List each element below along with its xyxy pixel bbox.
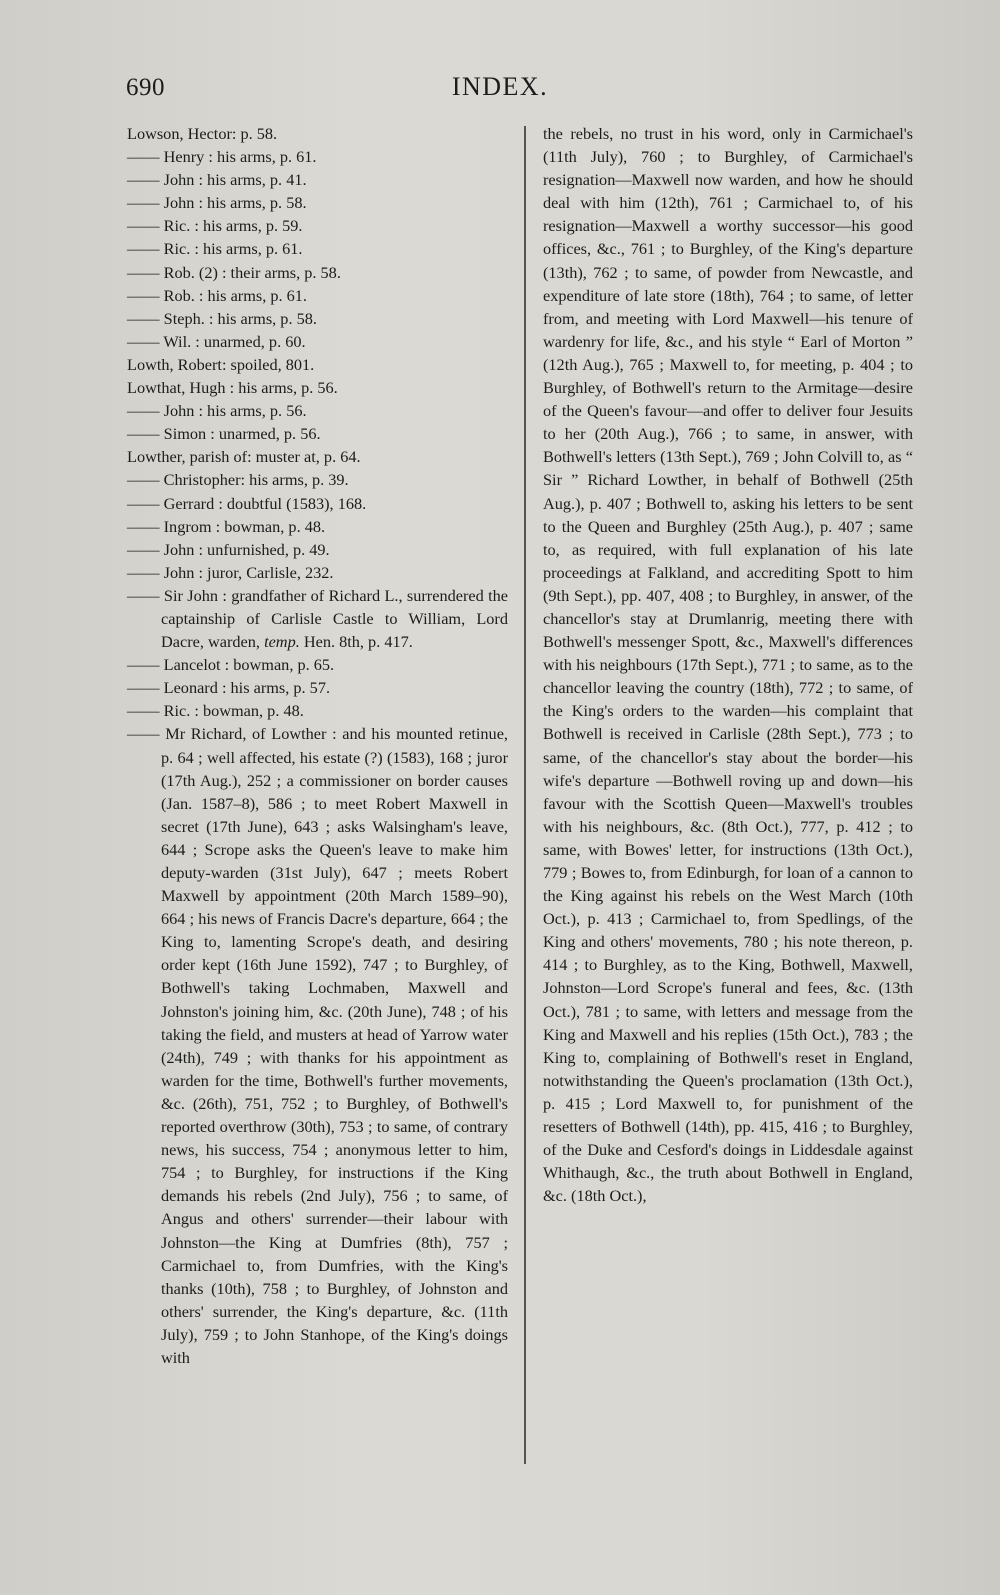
index-subentry: —— John : his arms, p. 58.: [127, 193, 307, 213]
index-entry: Lowth, Robert: spoiled, 801.: [127, 354, 315, 374]
index-subentry: —— Ric. : his arms, p. 59.: [127, 216, 303, 236]
page-number: 690: [126, 74, 165, 101]
index-subentry: —— Mr Richard, of Lowther : and his mounted retinue, p. 64 ; well affected, his estate (?) (1583), 168 ; juror (17th Aug.), 252 ; a commissioner on border causes (Jan. 1587–8), 586 ; to meet Robert Maxwell in secret (17th June), 643 ; asks Walsingham's leave, 644 ; Scrope asks the Queen's leave to make him deputy-warden (31st July), 647 ; meets Robert Maxwell by appointment (20th March 1589–90), 664 ; his news of Francis Dacre's departure, 664 ; the King to, lamenting Scrope's death, and desiring order kept (16th June 1592), 747 ; to Burghley, of Bothwell's taking Lochmaben, Maxwell and Johnston's joining him, &c. (20th June), 748 ; of his taking the field, and musters at head of Yarrow water (24th), 749 ; with thanks for his appointment as warden for the time, Bothwell's further movements, &c. (26th), 751, 752 ; to Burghley, of Bothwell's reported overthrow (30th), 753 ; to same, of contrary news, his success, 754 ; anonymous letter to him, 754 ; to Burghley, for instructions if the King demands his rebels (2nd July), 756 ; to same, of Angus and others' surrender—their labour with Johnston—the King at Dumfries (8th), 757 ; Carmichael to, from Dumfries, with the King's thanks (10th), 758 ; to Burghley, of Johnston and others' surrender, the King's departure, &c. (11th July), 759 ; to John Stanhope, of the King's doings with: [127, 724, 508, 1367]
index-subentry: —— Rob. (2) : their arms, p. 58.: [127, 262, 341, 282]
index-subentry: —— John : unfurnished, p. 49.: [127, 539, 330, 559]
index-subentry: —— Ric. : his arms, p. 61.: [127, 239, 303, 259]
index-subentry: —— Leonard : his arms, p. 57.: [127, 678, 331, 698]
column-divider: [524, 126, 526, 1464]
index-subentry: —— Steph. : his arms, p. 58.: [127, 308, 317, 328]
index-subentry: —— John : his arms, p. 41.: [127, 170, 307, 190]
index-entry: Lowther, parish of: muster at, p. 64.: [127, 447, 361, 467]
index-subentry: [127, 584, 508, 653]
running-head: INDEX.: [451, 72, 549, 101]
index-subentry: —— Ric. : bowman, p. 48.: [127, 701, 304, 721]
index-subentry: —— Lancelot : bowman, p. 65.: [127, 655, 335, 675]
index-column-left: [127, 122, 508, 1369]
index-subentry: —— Ingrom : bowman, p. 48.: [127, 516, 326, 536]
index-subentry: —— Christopher: his arms, p. 39.: [127, 470, 349, 490]
index-subentry: —— Henry : his arms, p. 61.: [127, 147, 317, 167]
index-subentry: —— Simon : unarmed, p. 56.: [127, 424, 321, 444]
index-subentry: —— John : juror, Carlisle, 232.: [127, 562, 334, 582]
index-subentry: —— Gerrard : doubtful (1583), 168.: [127, 493, 367, 513]
index-column-right: [543, 122, 913, 1207]
entry-tail: Hen. 8th, p. 417.: [299, 632, 413, 652]
index-entry-continuation: the rebels, no trust in his word, only in Carmichael's (11th July), 760 ; to Burghley, of Carmichael's resignation—Maxwell now warden, and how he should deal with him (12th), 761 ; Carmichael to, of his resignation—Maxwell a worthy successor—his good offices, &c., 761 ; to Burghley, of the King's departure (13th), 762 ; to same, of powder from Newcastle, and expenditure of late store (18th), 764 ; to same, of letter from, and meeting with Lord Maxwell—his tenure of wardenry for life, &c., and his style “ Earl of Morton ” (12th Aug.), 765 ; Maxwell to, for meeting, p. 404 ; to Burghley, of Bothwell's return to the Armitage—desire of the Queen's favour—and offer to deliver four Jesuits to her (20th Aug.), 766 ; to same, in answer, with Bothwell's letters (13th Sept.), 769 ; John Colvill to, as “ Sir ” Richard Lowther, in behalf of Bothwell (25th Aug.), p. 407 ; Bothwell to, asking his letters to be sent to the Queen and Burghley (25th Aug.), p. 407 ; same to, as required, with full explanation of his late proceedings at Falkland, and accrediting Spott to him (9th Sept.), pp. 407, 408 ; to Burghley, in answer, of the chancellor's stay at Drumlanrig, meeting there with Bothwell's messenger Spott, &c., Maxwell's differences with his neighbours (17th Sept.), 771 ; to same, as to the chancellor leaving the country (18th), 772 ; to same, of the King's orders to the warden—his complaint that Bothwell is received in Carlisle (28th Sept.), 773 ; to same, of the chancellor's stay about the border—his wife's departure —Bothwell roving up and down—his favour with the Scottish Queen—Maxwell's troubles with his neighbours, &c. (8th Oct.), 777, p. 412 ; to same, with Bowes' letter, for instructions (13th Oct.), 779 ; Bowes to, from Edinburgh, for loan of a cannon to the King against his rebels on the West March (10th Oct.), p. 413 ; Carmichael to, from Spedlings, of the King and others' movements, 780 ; his note thereon, p. 414 ; to Burghley, as to the King, Bothwell, Maxwell, Johnston—Lord Scrope's funeral and fees, &c. (13th Oct.), 781 ; to same, with letters and message from the King and Maxwell and his replies (15th Oct.), 783 ; the King to, complaining of Bothwell's reset in England, notwithstanding the Queen's proclamation (13th Oct.), p. 415 ; Lord Maxwell to, for punishment of the resetters of Bothwell (14th), pp. 415, 416 ; to Burghley, of the Duke and Cesford's doings in Liddesdale against Whithaugh, &c., the truth about Bothwell in England, &c. (18th Oct.),: [543, 124, 913, 1206]
index-subentry: —— Rob. : his arms, p. 61.: [127, 285, 308, 305]
index-subentry: —— John : his arms, p. 56.: [127, 401, 307, 421]
entry-italic: temp.: [264, 632, 300, 652]
index-entry: Lowthat, Hugh : his arms, p. 56.: [127, 378, 338, 398]
index-entry: Lowson, Hector: p. 58.: [127, 124, 278, 143]
index-subentry: —— Wil. : unarmed, p. 60.: [127, 331, 306, 351]
entry-text: —— Sir John : grandfather of Richard L., surrendered the captainship of Carlisle Castle to William, Lord Dacre, warden,: [127, 585, 508, 652]
